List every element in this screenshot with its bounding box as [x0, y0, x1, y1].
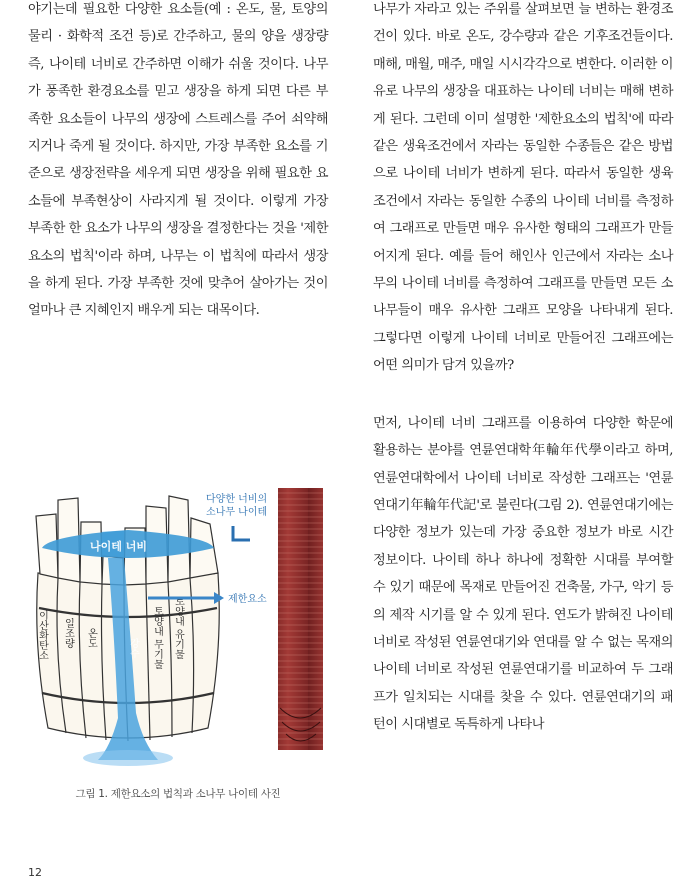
label-ring-width-line1: 다양한 너비의: [206, 494, 268, 505]
figure-barrel-and-tree-rings: [28, 478, 328, 768]
left-text-column: [28, 0, 328, 325]
left-paragraph: 야기는데 필요한 다양한 요소들(예 : 온도, 물, 토양의 물리 · 화학적 조건 등)로 간주하고, 물의 양을 생장량 즉, 나이테 너비로 간주하면 이해가 쉬울 것이다. 나무가 풍족한 환경요소를 믿고 생장을 하게 되면 다른 부족한 요소들이 나무의 생장에 스트레스를 주어 쇠약해지거나 죽게 될 것이다. 하지만, 가장 부족한 요소를 기준으로 생장전략을 세우게 되면 생장을 위해 필요한 요소들에 부족현상이 사라지게 될 것이다. 이렇게 가장 부족한 한 요소가 나무의 생장을 결정한다는 것을 '제한요소의 법칙'이라 하며, 나무는 이 법칙에 따라서 생장을 하게 된다. 가장 부족한 것에 맞추어 살아가는 것이 얼마나 큰 지혜인지 배우게 되는 대목이다.: [28, 2, 328, 319]
stave-label-sunlight: 일조량: [62, 618, 74, 648]
water-label: 나이테 너비: [90, 540, 147, 553]
right-paragraph-2: 먼저, 나이테 너비 그래프를 이용하여 다양한 학문에 활용하는 분야를 연륜연대학年輪年代學이라고 하며, 연륜연대학에서 나이테 너비로 작성한 그래프는 '연륜연대기年輪年代記'로 불린다(그림 2). 연륜연대기에는 다양한 정보가 있는데 가장 중요한 정보가 바로 시간 정보이다. 나이테 하나 하나에 정확한 시대를 부여할 수 있기 때문에 목재로 만들어진 건축물, 가구, 악기 등의 제작 시기를 알 수 있게 된다. 연도가 밝혀진 나이테 너비로 작성된 연륜연대기와 연대를 알 수 없는 목재의 나이테 너비로 작성된 연륜연대기를 비교하여 두 그래프가 일치되는 시대를 찾을 수 있다. 연륜연대기의 패턴이 시대별로 독특하게 나타나: [373, 415, 673, 733]
stave-label-soil-organic: 토양내 유기물: [172, 596, 184, 660]
tree-core-photo: [278, 488, 323, 750]
stave-label-co2: 이산화탄소: [36, 610, 48, 660]
stave-label-soil-inorganic: 토양내 무기물: [151, 606, 163, 670]
label-limiting-factor: 제한요소: [228, 594, 267, 605]
barrel-illustration: [28, 478, 328, 768]
right-text-column: [373, 0, 673, 739]
figure-caption: 그림 1. 제한요소의 법칙과 소나무 나이테 사진: [75, 788, 281, 800]
right-paragraph-1: 나무가 자라고 있는 주위를 살펴보면 늘 변하는 환경조건이 있다. 바로 온도, 강수량과 같은 기후조건들이다. 매해, 매월, 매주, 매일 시시각각으로 변한다. 이러한 이유로 나무의 생장을 대표하는 나이테 너비는 매해 변하게 된다. 그런데 이미 설명한 '제한요소의 법칙'에 따라 같은 생육조건에서 자라는 동일한 수종들은 같은 방법으로 나이테 너비가 변하게 된다. 따라서 동일한 생육조건에서 자라는 동일한 수종의 나이테 너비를 측정하여 그래프로 만들면 매우 유사한 형태의 그래프가 만들어지게 된다. 예를 들어 해인사 인근에서 자라는 소나무의 나이테 너비를 측정하여 그래프를 만들면 모든 소나무들이 매우 유사한 그래프 모양을 나타내게 된다. 그렇다면 이렇게 나이테 너비로 만들어진 그래프에는 어떤 의미가 담겨 있을까?: [373, 2, 673, 374]
ring-width-arrow-icon: [233, 526, 250, 540]
page-number: 12: [28, 866, 42, 879]
stave-label-rainfall: 강수: [127, 638, 139, 658]
label-ring-width-line2: 소나무 나이테: [206, 507, 268, 518]
stave-label-temperature: 온도: [85, 628, 97, 648]
